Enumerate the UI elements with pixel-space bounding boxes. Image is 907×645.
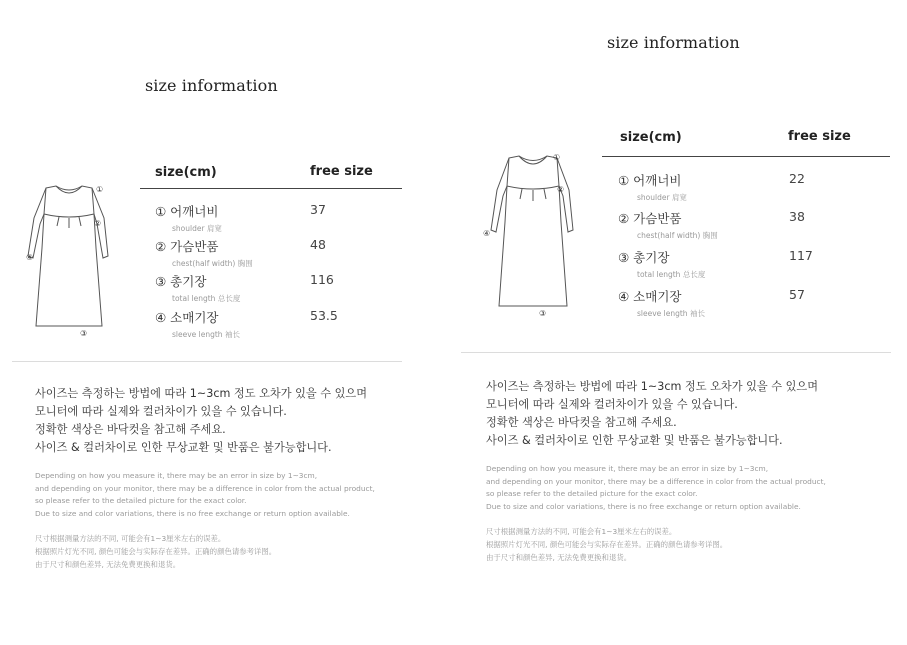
- row-label: ① 어깨너비: [618, 173, 682, 188]
- table-row-shoulder: [618, 171, 805, 203]
- row-sublabel: sleeve length 袖长: [172, 330, 240, 339]
- note-en-line: so please refer to the detailed picture for the exact color.: [486, 489, 698, 499]
- row-value: 117: [789, 248, 813, 263]
- note-ko-line: 모니터에 따라 실제와 컬러차이가 있을 수 있습니다.: [35, 405, 287, 418]
- row-sublabel: sleeve length 袖长: [637, 309, 705, 318]
- free-size-column-header: free size: [788, 129, 851, 144]
- table-row-shoulder: [155, 202, 326, 234]
- note-en-line: Due to size and color variations, there is no free exchange or return option available.: [35, 508, 350, 518]
- page-title: size information: [145, 76, 278, 95]
- note-ko-line: 사이즈는 측정하는 방법에 따라 1~3cm 정도 오차가 있을 수 있으며: [35, 387, 368, 400]
- row-value: 116: [310, 272, 334, 287]
- size-notes: [35, 385, 375, 571]
- row-sublabel: chest(half width) 胸围: [637, 231, 718, 240]
- note-en-line: Depending on how you measure it, there may be an error in size by 1~3cm,: [35, 471, 318, 480]
- table-row-sleeve: [618, 287, 805, 319]
- size-info-panel-right: [455, 0, 907, 645]
- section-divider: [12, 361, 402, 362]
- note-en-line: so please refer to the detailed picture for the exact color.: [35, 496, 247, 506]
- note-zh-line: 由于尺寸和颜色差异, 无法免费更换和退货。: [35, 559, 181, 569]
- row-sublabel: total length 总长度: [637, 270, 706, 279]
- table-row-chest: [155, 237, 326, 269]
- row-label: ④ 소매기장: [155, 310, 219, 325]
- note-zh-line: 尺寸根据测量方法的不同, 可能会有1~3厘米左右的误差。: [35, 534, 226, 544]
- row-value: 37: [310, 202, 326, 217]
- section-divider: [461, 352, 891, 353]
- marker-1: ①: [96, 185, 104, 194]
- note-en-line: Due to size and color variations, there is no free exchange or return option available.: [486, 501, 801, 511]
- dress-outline-icon: [24, 178, 114, 338]
- marker-3: ③: [80, 329, 88, 338]
- dress-diagram: [24, 178, 114, 338]
- row-value: 53.5: [310, 308, 338, 323]
- note-ko-line: 사이즈는 측정하는 방법에 따라 1~3cm 정도 오차가 있을 수 있으며: [486, 380, 819, 393]
- note-ko-line: 모니터에 따라 실제와 컬러차이가 있을 수 있습니다.: [486, 398, 738, 411]
- row-label: ② 가슴반품: [618, 211, 682, 226]
- marker-2: ②: [557, 185, 565, 194]
- row-sublabel: total length 总长度: [172, 294, 241, 303]
- dress-diagram: [483, 148, 583, 318]
- note-ko-line: 정확한 색상은 바닥컷을 참고해 주세요.: [486, 416, 677, 429]
- marker-3: ③: [539, 309, 547, 318]
- row-sublabel: chest(half width) 胸围: [172, 259, 253, 268]
- row-label: ③ 총기장: [155, 274, 207, 289]
- note-zh-line: 根据照片灯光不同, 颜色可能会与实际存在差异。正确的颜色请参考详图。: [486, 539, 728, 549]
- row-sublabel: shoulder 肩宽: [172, 224, 222, 233]
- note-zh-line: 尺寸根据测量方法的不同, 可能会有1~3厘米左右的误差。: [486, 527, 677, 537]
- row-label: ④ 소매기장: [618, 289, 682, 304]
- size-column-header: size(cm): [620, 130, 682, 145]
- note-en-line: and depending on your monitor, there may be a difference in color from the actual product,: [486, 476, 826, 486]
- row-label: ① 어깨너비: [155, 204, 219, 219]
- note-en-line: and depending on your monitor, there may be a difference in color from the actual product,: [35, 483, 375, 493]
- table-header-rule: [140, 188, 402, 189]
- table-row-sleeve: [155, 308, 338, 340]
- row-value: 48: [310, 237, 326, 252]
- note-zh-line: 根据照片灯光不同, 颜色可能会与实际存在差异。正确的颜色请参考详图。: [35, 546, 277, 556]
- note-en-line: Depending on how you measure it, there may be an error in size by 1~3cm,: [486, 464, 769, 473]
- note-zh-line: 由于尺寸和颜色差异, 无法免费更换和退货。: [486, 552, 632, 562]
- note-ko-line: 사이즈 & 컬러차이로 인한 무상교환 및 반품은 불가능합니다.: [35, 441, 332, 454]
- marker-1: ①: [553, 153, 561, 162]
- row-value: 57: [789, 287, 805, 302]
- size-notes: [486, 378, 826, 564]
- note-ko-line: 사이즈 & 컬러차이로 인한 무상교환 및 반품은 불가능합니다.: [486, 434, 783, 447]
- marker-2: ②: [94, 219, 102, 228]
- table-row-length: [618, 248, 813, 280]
- table-row-length: [155, 272, 334, 304]
- row-sublabel: shoulder 肩宽: [637, 193, 687, 202]
- size-info-panel-left: [0, 0, 430, 645]
- table-header-rule: [602, 156, 890, 157]
- row-value: 38: [789, 209, 805, 224]
- free-size-column-header: free size: [310, 164, 373, 179]
- marker-4: ④: [483, 229, 491, 238]
- row-label: ③ 총기장: [618, 250, 670, 265]
- marker-4: ④: [26, 253, 34, 262]
- page-title: size information: [607, 33, 740, 52]
- row-label: ② 가슴반품: [155, 239, 219, 254]
- dress-outline-icon: [483, 148, 583, 318]
- row-value: 22: [789, 171, 805, 186]
- note-ko-line: 정확한 색상은 바닥컷을 참고해 주세요.: [35, 423, 226, 436]
- table-row-chest: [618, 209, 805, 241]
- size-column-header: size(cm): [155, 165, 217, 180]
